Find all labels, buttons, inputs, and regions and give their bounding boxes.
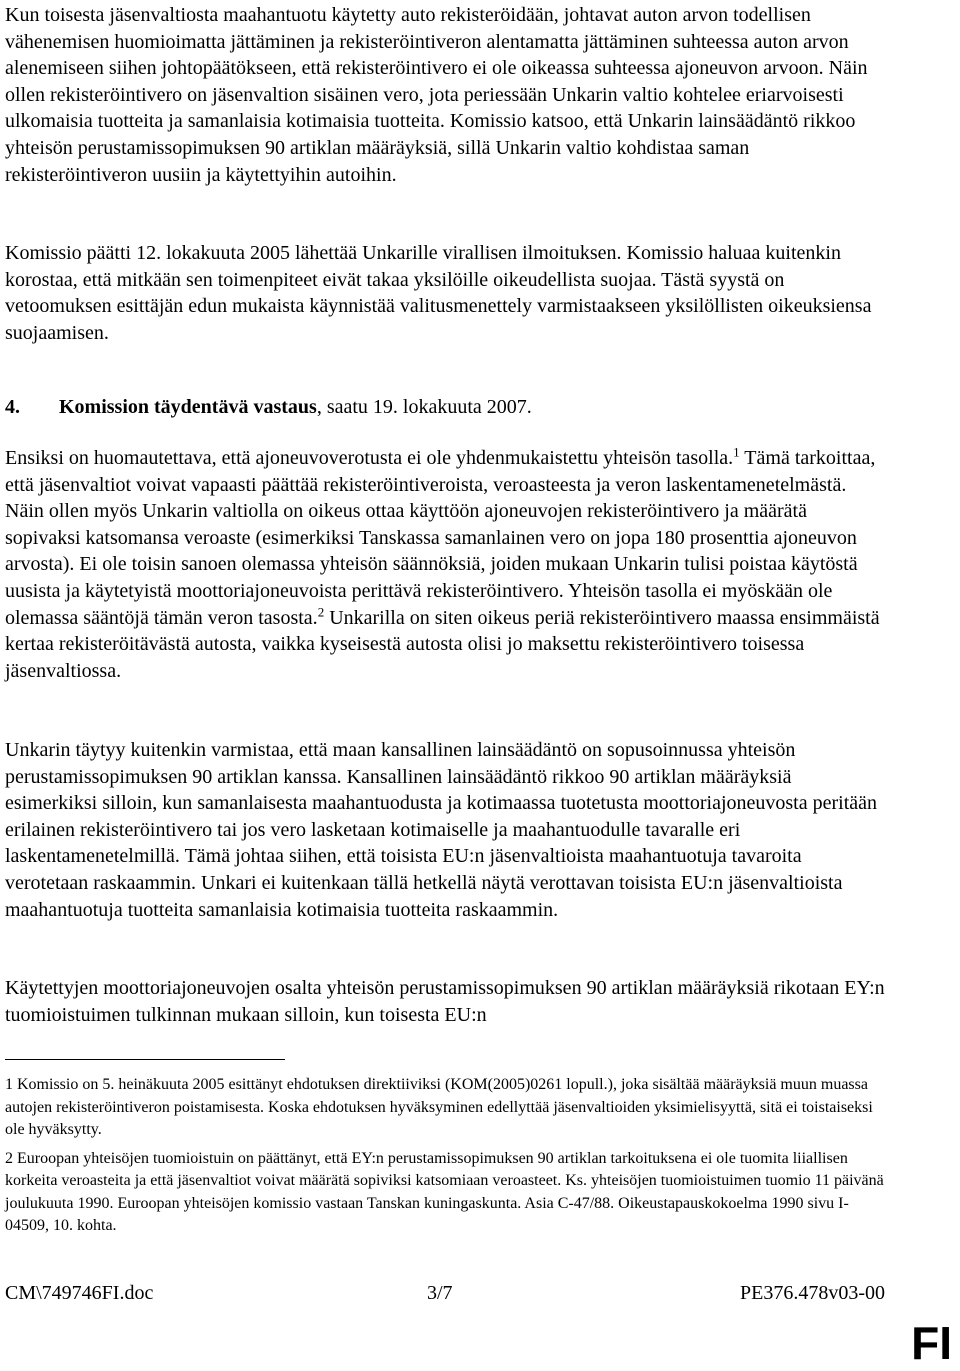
section-heading [5,394,885,420]
footnote-mark: 1 [5,1076,13,1093]
paragraph-text: Ensiksi on huomautettava, että ajoneuvoverotusta ei ole yhdenmukaistettu yhteisön tasolla. [5,447,734,469]
section-date: , saatu 19. lokakuuta 2007. [316,396,532,418]
footnote-ref-1[interactable]: 1 [733,444,740,460]
footer-page-number: 3/7 [427,1282,453,1304]
footnote-divider [5,1059,285,1060]
paragraph-text: Tämä tarkoittaa, että jäsenvaltiot voivat vapaasti päättää rekisteröintiveroista, veroasteesta ja veron laskentamenetelmästä. Näin ollen myös Unkarin valtiolla on oikeus ottaa käyttöön ajoneuvojen rekisteröintivero ja määrätä sopivaksi katsomansa veroaste (esimerkiksi Tanskassa samanlainen vero on jopa 180 prosenttia ajoneuvon arvosta). Ei ole toisin sanoen olemassa yhteisön säännöksiä, joiden mukaan Unkarin tulisi poistaa käytöstä uusista ja käytetyistä moottoriajoneuvoista perittävä rekisteröintivero. Yhteisön tasolla ei myöskään ole olemassa sääntöjä tämän veron tasosta. [5,447,876,629]
footnote-text: Komissio on 5. heinäkuuta 2005 esittänyt ehdotuksen direktiiviksi (KOM(2005)0261 lopull.), joka sisältää määräyksiä muun muassa autojen rekisteröintiveron poistamisesta. Koska ehdotuksen hyväksyminen edellyttää jäsenvaltioiden yksimielisyyttä, sitä ei toistaiseksi ole hyväksytty. [5,1076,873,1138]
paragraph-used-vehicles: Käytettyjen moottoriajoneuvojen osalta yhteisön perustamissopimuksen 90 artiklan määräyksiä rikotaan EY:n tuomioistuimen tulkinnan mukaan silloin, kun toisesta EU:n [5,977,885,1026]
section-number: 4. [5,396,20,418]
language-code: FI [911,1317,952,1369]
paragraph-text: Unkarilla on siten oikeus periä rekisteröintivero maassa ensimmäistä kertaa rekisteröitävästä autosta, vaikka kyseisestä autosta olisi jo maksettu rekisteröintivero toisessa jäsenvaltiossa. [5,606,880,682]
paragraph-article-90: Unkarin täytyy kuitenkin varmistaa, että maan kansallinen lainsäädäntö on sopusoinnussa yhteisön perustamissopimuksen 90 artiklan kanssa. Kansallinen lainsäädäntö rikkoo 90 artiklan määräyksiä esimerkiksi silloin, kun samanlaisesta maahantuodusta ja kotimaassa tuotetusta moottoriajoneuvosta peritään erilainen rekisteröintivero tai jos vero lasketaan kotimaiselle ja maahantuodulle tavaralle eri laskentamenetelmillä. Tämä johtaa siihen, että toisista EU:n jäsenvaltioista maahantuotuja tavaroita verotetaan raskaammin. Unkari ei kuitenkaan tällä hetkellä näytä verottavan toisista EU:n jäsenvaltioista maahantuotuja tuotteita samanlaisia kotimaisia tuotteita raskaammin. [5,739,878,921]
footnotes [5,1074,885,1244]
footnote-ref-2[interactable]: 2 [317,603,325,619]
footer-doc-ref: CM\749746FI.doc [5,1282,154,1304]
paragraph-harmonisation [5,445,885,684]
paragraph-registration-tax: Kun toisesta jäsenvaltiosta maahantuotu käytetty auto rekisteröidään, johtavat auton arvon todellisen vähenemisen huomioimatta jättäminen ja rekisteröintiveron alentamatta jättäminen suhteessa auton arvon alenemiseen siihen johtopäätökseen, että rekisteröintivero ei ole oikeassa suhteessa ajoneuvon arvoon. Näin ollen rekisteröintivero on jäsenvaltion sisäinen vero, jota periessään Unkarin valtio kohtelee eriarvoisesti ulkomaisia tuotteita ja samanlaisia kotimaisia tuotteita. Komissio katsoo, että Unkarin lainsäädäntö rikkoo yhteisön perustamissopimuksen 90 artiklan määräyksiä, sillä Unkarin valtio kohdistaa saman rekisteröintiveron uusiin ja käytettyihin autoihin. [5,4,868,186]
footnote-text: Euroopan yhteisöjen tuomioistuin on päättänyt, että EY:n perustamissopimuksen 90 artiklan tarkoituksena ei ole tuomita liiallisen korkeita veroasteita ja että jäsenvaltiot voivat määrätä sopiviksi katsomiaan veroasteet. Ks. yhteisöjen tuomioistuimen tuomio 11 päivänä joulukuuta 1990. Euroopan yhteisöjen komissio vastaan Tanskan kuningaskunta. Asia C-47/88. Oikeustapauskokoelma 1990 sivu I-04509, 10. kohta. [5,1149,884,1234]
footnote-mark: 2 [5,1149,13,1167]
footnote-2 [5,1148,885,1238]
section-title: Komission täydentävä vastaus [59,396,317,418]
paragraph-formal-notice: Komissio päätti 12. lokakuuta 2005 lähettää Unkarille virallisen ilmoituksen. Komissio haluaa kuitenkin korostaa, että mitkään sen toimenpiteet eivät takaa yksilöille oikeudellista suojaa. Tästä syystä on vetoomuksen esittäjän edun mukaista käynnistää valitusmenettely varmistaakseen yksilöllisten oikeuksiensa suojaamisen. [5,242,872,344]
footer-pe-ref: PE376.478v03-00 [740,1282,885,1304]
footnote-1 [5,1074,885,1142]
page-footer [5,1280,885,1306]
